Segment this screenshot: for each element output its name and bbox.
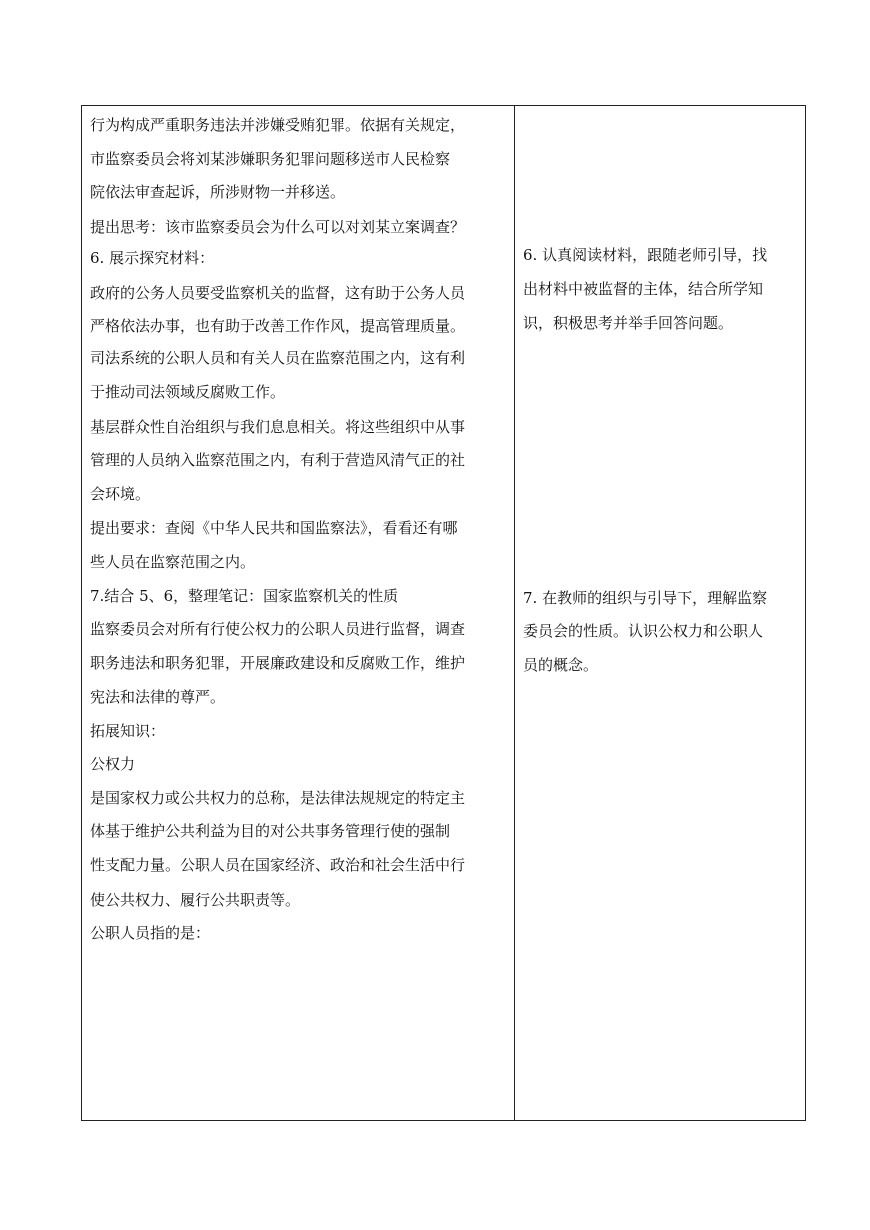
text-line: 体基于维护公共利益为目的对公共事务管理行使的强制: [90, 822, 451, 840]
text-line: 宪法和法律的尊严。: [90, 688, 226, 706]
text-line: 市监察委员会将刘某涉嫌职务犯罪问题移送市人民检察: [90, 150, 451, 168]
text-line: 性支配力量。公职人员在国家经济、政治和社会生活中行: [90, 856, 466, 874]
text-line: 7. 在教师的组织与引导下，理解监察: [523, 589, 768, 607]
text-line: 职务违法和职务犯罪，开展廉政建设和反腐败工作，维护: [90, 654, 466, 672]
text-line: 提出思考：该市监察委员会为什么可以对刘某立案调查？: [90, 218, 466, 236]
text-line: 管理的人员纳入监察范围之内，有利于营造风清气正的社: [90, 451, 466, 469]
text-line: 提出要求：查阅《中华人民共和国监察法》，看看还有哪: [90, 519, 458, 537]
text-line: 使公共权力、履行公共职责等。: [90, 891, 301, 909]
teacher-activity-column: [82, 106, 515, 1120]
text-line: 7.结合 5、6，整理笔记：国家监察机关的性质: [90, 587, 399, 605]
text-line: 6. 认真阅读材料，跟随老师引导，找: [523, 246, 768, 264]
text-line: 些人员在监察范围之内。: [90, 553, 256, 571]
text-line: 政府的公务人员要受监察机关的监督，这有助于公务人员: [90, 284, 466, 302]
text-line: 识，积极思考并举手回答问题。: [523, 314, 734, 332]
text-line: 院依法审查起诉，所涉财物一并移送。: [90, 183, 346, 201]
text-line: 公职人员指的是：: [90, 924, 211, 942]
text-line: 司法系统的公职人员和有关人员在监察范围之内，这有利: [90, 349, 466, 367]
text-line: 行为构成严重职务违法并涉嫌受贿犯罪。依据有关规定，: [90, 116, 466, 134]
text-line: 监察委员会对所有行使公权力的公职人员进行监督，调查: [90, 620, 466, 638]
text-line: 基层群众性自治组织与我们息息相关。将这些组织中从事: [90, 418, 466, 436]
text-line: 于推动司法领域反腐败工作。: [90, 383, 286, 401]
text-line: 员的概念。: [523, 656, 599, 674]
text-line: 公权力: [90, 755, 136, 773]
lesson-table: [81, 105, 806, 1121]
text-line: 委员会的性质。认识公权力和公职人: [523, 622, 764, 640]
text-line: 严格依法办事，也有助于改善工作作风，提高管理质量。: [90, 317, 466, 335]
text-line: 拓展知识：: [90, 722, 166, 740]
text-line: 是国家权力或公共权力的总称，是法律法规规定的特定主: [90, 789, 466, 807]
text-line: 会环境。: [90, 485, 151, 503]
text-line: 出材料中被监督的主体，结合所学知: [523, 280, 764, 298]
student-activity-column: [515, 106, 805, 1120]
text-line: 6. 展示探究材料：: [90, 249, 215, 267]
